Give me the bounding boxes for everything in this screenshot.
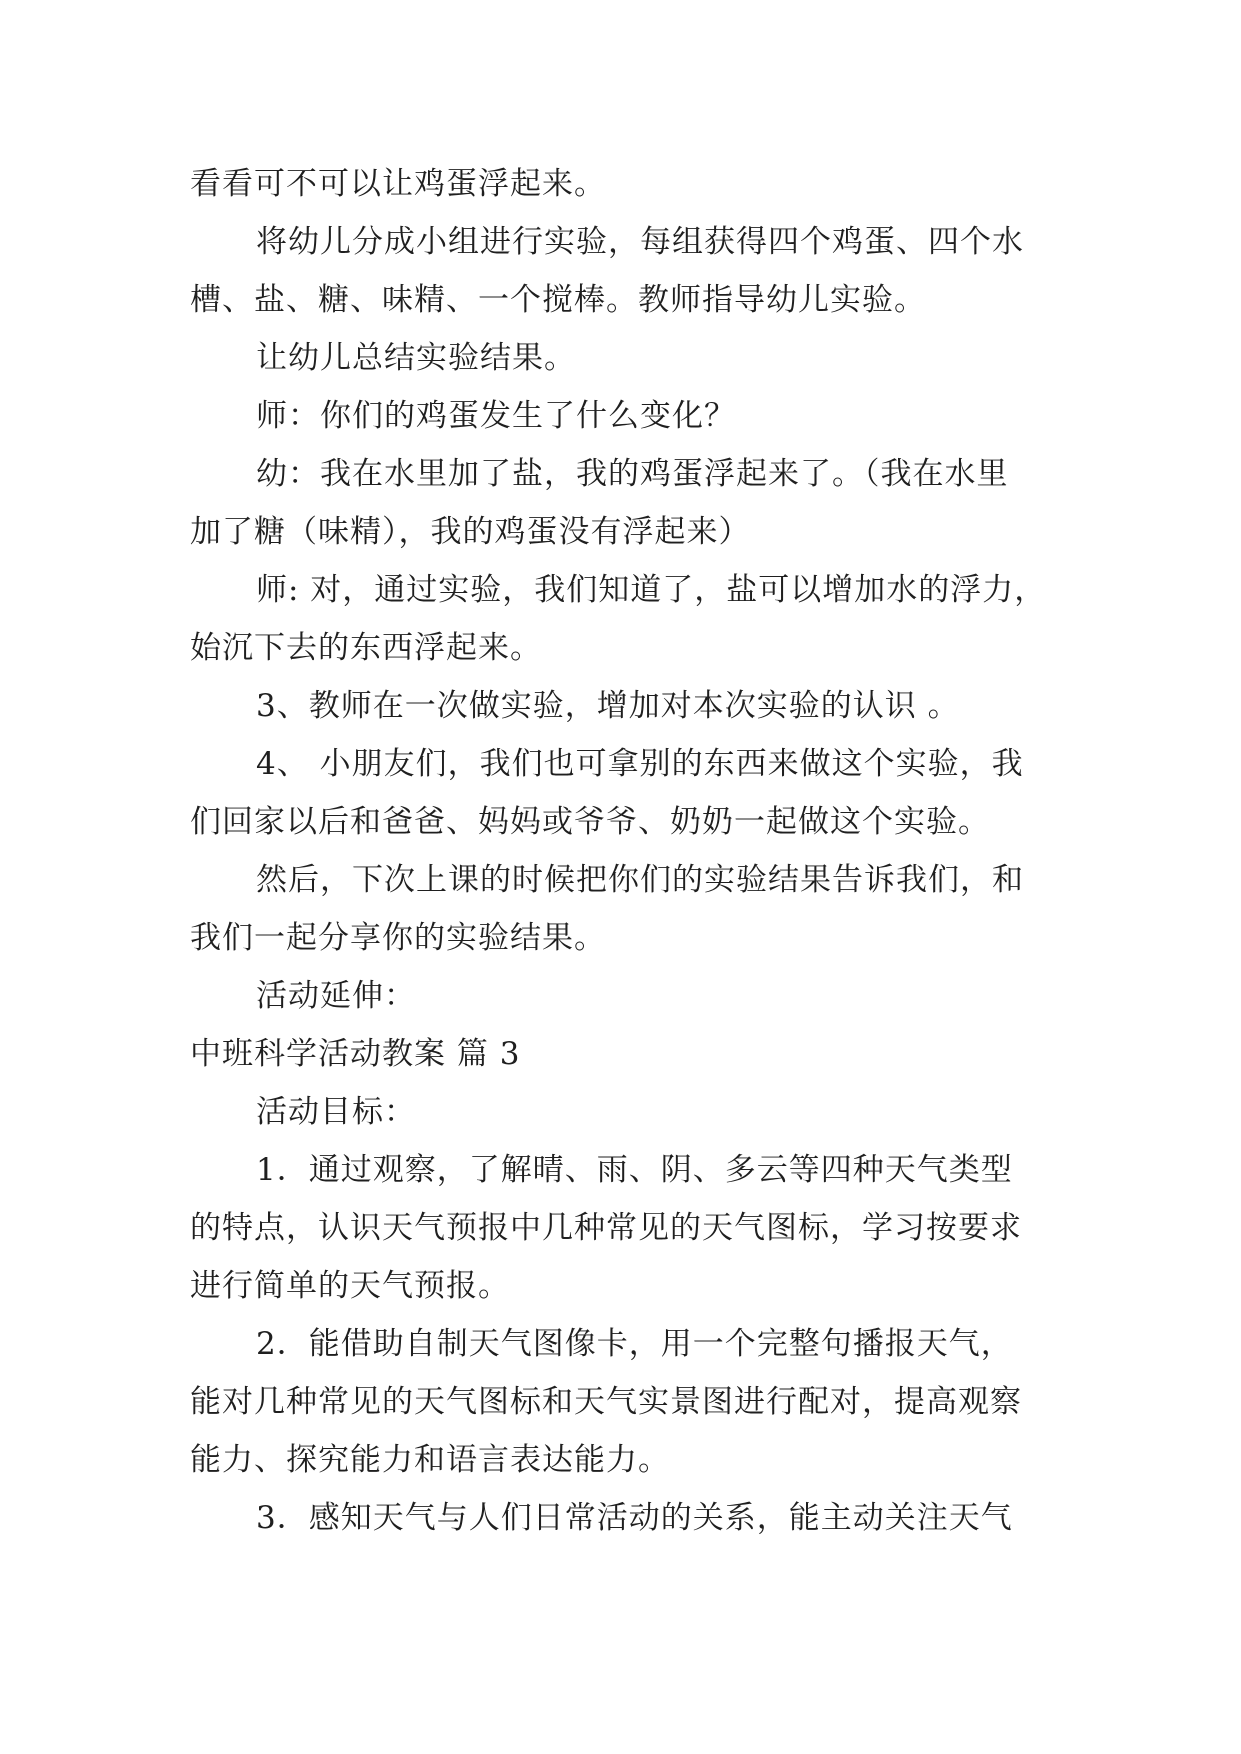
text-line: 2．能借助自制天气图像卡，用一个完整句播报天气， bbox=[256, 1326, 1013, 1362]
text-line: 加了糖（味精），我的鸡蛋没有浮起来） bbox=[190, 514, 751, 550]
text-line: 能力、探究能力和语言表达能力。 bbox=[190, 1442, 670, 1478]
text-line: 始沉下去的东西浮起来。 bbox=[190, 630, 542, 666]
text-line: 然后，下次上课的时候把你们的实验结果告诉我们，和 bbox=[256, 862, 1024, 898]
text-line: 槽、盐、糖、味精、一个搅棒。教师指导幼儿实验。 bbox=[190, 282, 926, 318]
text-line: 幼：我在水里加了盐，我的鸡蛋浮起来了。（我在水里 bbox=[256, 456, 1009, 492]
text-line: 让幼儿总结实验结果。 bbox=[256, 340, 576, 376]
text-line: 1．通过观察，了解晴、雨、阴、多云等四种天气类型 bbox=[256, 1152, 1013, 1188]
text-line: 进行简单的天气预报。 bbox=[190, 1268, 510, 1304]
text-line: 我们一起分享你的实验结果。 bbox=[190, 920, 606, 956]
document-body bbox=[190, 155, 1050, 1547]
text-line: 看看可不可以让鸡蛋浮起来。 bbox=[190, 166, 606, 202]
text-line: 师：你们的鸡蛋发生了什么变化？ bbox=[256, 398, 736, 434]
text-line: 活动目标： bbox=[256, 1094, 416, 1130]
text-line: 们回家以后和爸爸、妈妈或爷爷、奶奶一起做这个实验。 bbox=[190, 804, 990, 840]
text-line: 的特点，认识天气预报中几种常见的天气图标，学习按要求 bbox=[190, 1210, 1022, 1246]
text-line: 3、教师在一次做实验，增加对本次实验的认识 。 bbox=[256, 688, 960, 724]
text-line: 活动延伸： bbox=[256, 978, 416, 1014]
text-line: 3．感知天气与人们日常活动的关系，能主动关注天气 bbox=[256, 1500, 1013, 1536]
text-line: 能对几种常见的天气图标和天气实景图进行配对，提高观察 bbox=[190, 1384, 1022, 1420]
text-line: 师: 对，通过实验，我们知道了，盐可以增加水的浮力， bbox=[256, 572, 1047, 608]
text-line: 4、 小朋友们，我们也可拿别的东西来做这个实验，我 bbox=[256, 746, 1024, 782]
section-heading: 中班科学活动教案 篇 3 bbox=[190, 1036, 521, 1072]
text-line: 将幼儿分成小组进行实验，每组获得四个鸡蛋、四个水 bbox=[256, 224, 1024, 260]
